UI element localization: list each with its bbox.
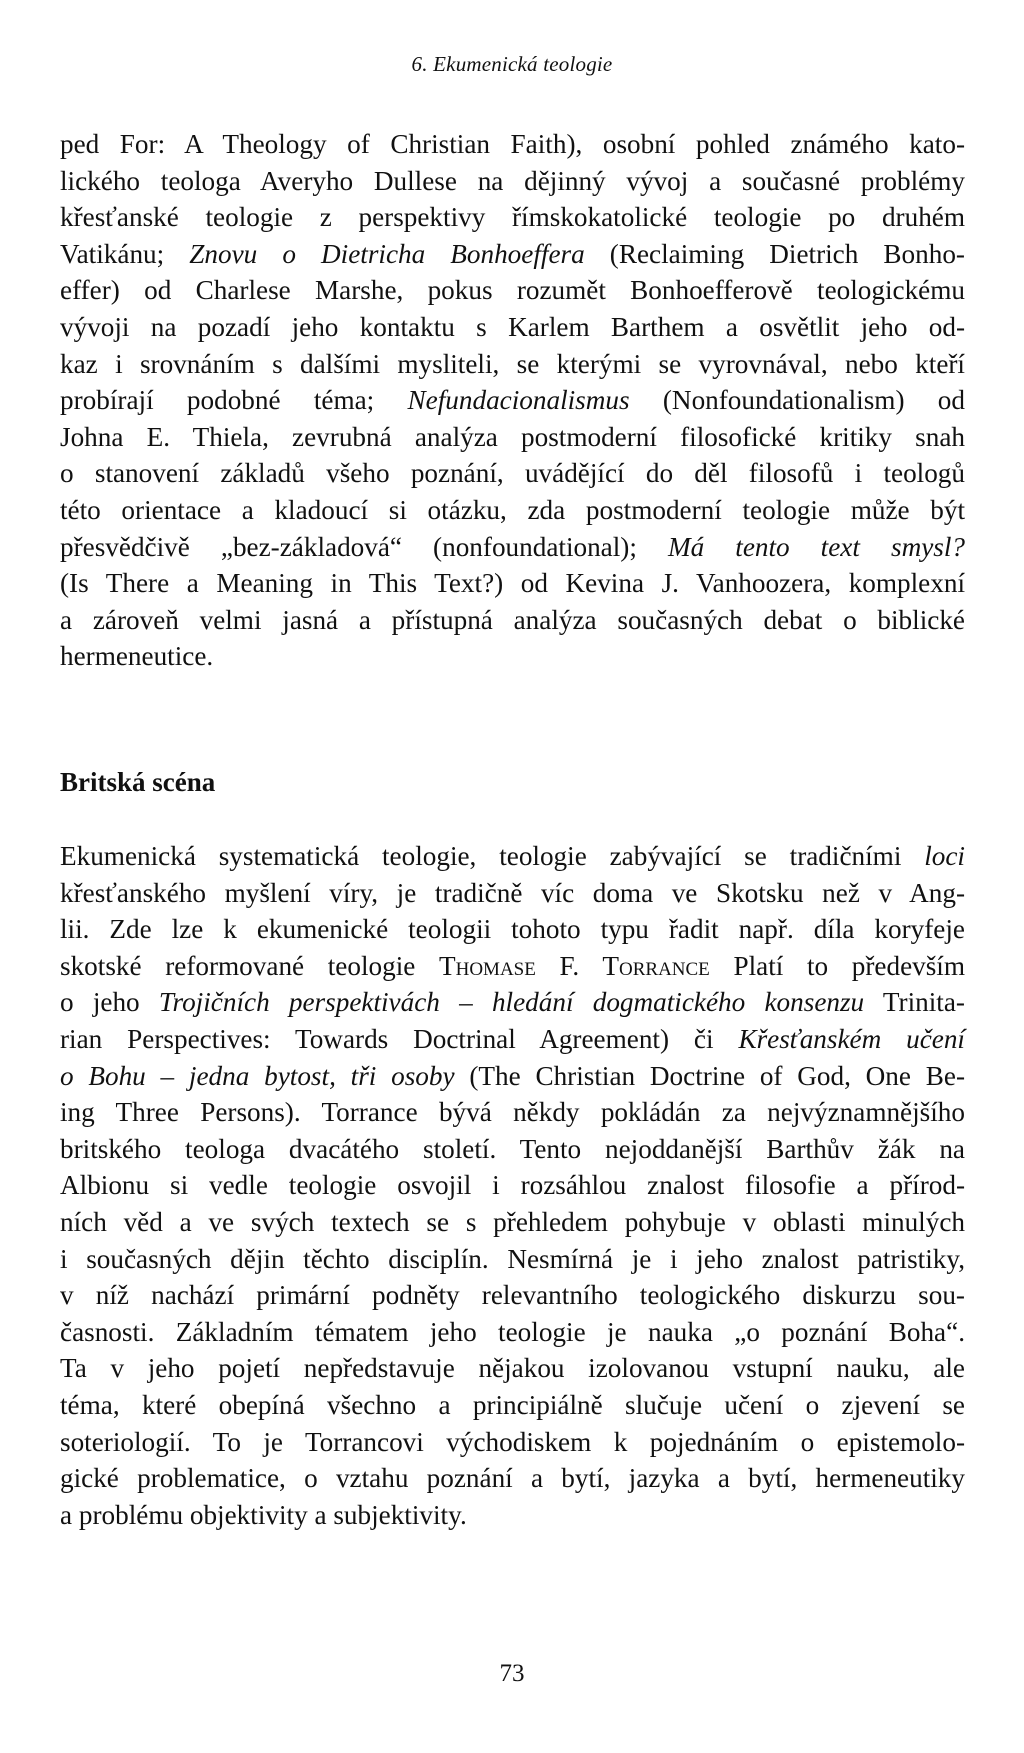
text-line [60,984,965,1021]
text-segment: i současných dějin těchto disciplín. Nesmírná je i jeho znalost patristiky, [60,1243,965,1274]
text-segment: britského teologa dvacátého století. Tento nejoddanější Barthův žák na [60,1133,965,1164]
text-segment: effer) od Charlese Marshe, pokus rozumět Bonhoefferově teologickému [60,275,965,306]
text-line [60,272,965,309]
text-segment: hermeneutice. [60,641,214,672]
running-header: 6. Ekumenická teologie [411,52,613,76]
text-line [60,1131,965,1168]
text-segment: kaz i srovnáním s dalšími mysliteli, se kterými se vyrovnával, nebo kteří [60,348,965,379]
text-line [60,1497,965,1534]
text-segment: Ta v jeho pojetí nepředstavuje nějakou izolovanou vstupní nauku, ale [60,1353,965,1384]
text-line [60,382,965,419]
text-line [60,602,965,639]
text-line [60,948,965,985]
text-line [60,565,965,602]
text-segment: gické problematice, o vztahu poznání a bytí, jazyka a bytí, hermeneutiky [60,1463,965,1494]
text-line [60,199,965,236]
text-segment: ped For: A Theology of Christian Faith), osobní pohled známého kato- [60,129,965,159]
italic-title: Znovu o Dietricha Bonhoeffera [189,238,585,269]
text-segment: a zároveň velmi jasná a přístupná analýza současných debat o biblické [60,604,965,635]
italic-title: loci [924,841,965,871]
text-segment: křesťanského myšlení víry, je tradičně víc doma ve Skotsku než v Ang- [60,877,965,908]
text-segment: lii. Zde lze k ekumenické teologii tohoto typu řadit např. díla koryfeje [60,914,965,945]
text-line [60,126,965,163]
text-segment: křesťanské teologie z perspektivy římskokatolické teologie po druhém [60,202,965,233]
text-segment: ních věd a ve svých textech se s přehledem pohybuje v oblasti minulých [60,1206,965,1237]
text-line [60,529,965,566]
text-line [60,455,965,492]
text-line [60,638,965,675]
text-line [60,236,965,273]
italic-title: Nefundacionalismus [407,385,630,416]
text-segment: ing Three Persons). Torrance bývá někdy pokládán za nejvýznamnějšího [60,1097,965,1128]
text-line [60,1204,965,1241]
text-segment: o stanovení základů všeho poznání, uvádějící do děl filosofů i teologů [60,458,965,489]
text-segment: Ekumenická systematická teologie, teologie zabývající se tradičními [60,841,925,871]
text-line [60,1314,965,1351]
text-segment: o jeho [60,987,159,1018]
text-segment: Trinita- [864,987,965,1018]
text-segment: vývoji na pozadí jeho kontaktu s Karlem Barthem a osvětlit jeho od- [60,311,965,342]
text-line [60,1058,965,1095]
text-segment: Johna E. Thiela, zevrubná analýza postmoderní filosofické kritiky snah [60,421,965,452]
text-line [60,1094,965,1131]
text-segment: Vatikánu; [60,238,190,269]
body-paragraph-1 [60,126,965,675]
italic-title: Má tento text smysl? [667,531,965,562]
italic-title: Trojičních perspektivách – hledání dogmatického konsenzu [158,987,865,1018]
text-line [60,1167,965,1204]
text-line [60,1424,965,1461]
text-segment: skotské reformované teologie [60,950,439,981]
text-segment: (Nonfoundationalism) od [629,385,965,416]
text-segment: a problému objektivity a subjektivity. [60,1499,467,1530]
text-line [60,1460,965,1497]
text-line [60,1277,965,1314]
text-line [60,309,965,346]
body-paragraph-2 [60,838,965,1533]
text-line [60,1350,965,1387]
text-line [60,1021,965,1058]
text-line [60,1241,965,1278]
text-segment: v níž nachází primární podněty relevantního teologického diskurzu sou- [60,1280,965,1311]
text-segment: této orientace a kladoucí si otázku, zda postmoderní teologie může být [60,494,965,525]
text-line [60,346,965,383]
text-segment: (The Christian Doctrine of God, One Be- [454,1060,966,1091]
section-heading: Britská scéna [60,767,216,797]
italic-title: Křesťanském učení [738,1023,965,1054]
text-segment: Platí to především [709,950,966,981]
text-line [60,492,965,529]
text-segment: soteriologií. To je Torrancovi východiskem k pojednáním o epistemolo- [60,1426,965,1457]
text-segment: lického teologa Averyho Dullese na dějinný vývoj a současné problémy [60,165,965,196]
text-line [60,875,965,912]
italic-title: o Bohu – jedna bytost, tři osoby [60,1060,455,1091]
text-line [60,163,965,200]
text-segment: časnosti. Základním tématem jeho teologie je nauka „o poznání Boha“. [60,1316,965,1347]
text-segment: Albionu si vedle teologie osvojil i rozsáhlou znalost filosofie a přírod- [60,1170,965,1201]
text-segment: přesvědčivě „bez-základová“ (nonfoundational); [60,531,668,562]
text-line [60,1387,965,1424]
text-segment: (Is There a Meaning in This Text?) od Kevina J. Vanhoozera, komplexní [60,568,965,599]
text-line [60,911,965,948]
text-segment: (Reclaiming Dietrich Bonho- [584,238,965,269]
author-name: Thomase F. Torrance [439,950,710,981]
text-segment: probírají podobné téma; [60,385,408,416]
text-segment: téma, které obepíná všechno a principiálně slučuje učení o zjevení se [60,1389,965,1420]
text-line [60,838,965,875]
page-number: 73 [499,1660,525,1687]
text-segment: rian Perspectives: Towards Doctrinal Agreement) či [60,1023,739,1054]
text-line [60,419,965,456]
